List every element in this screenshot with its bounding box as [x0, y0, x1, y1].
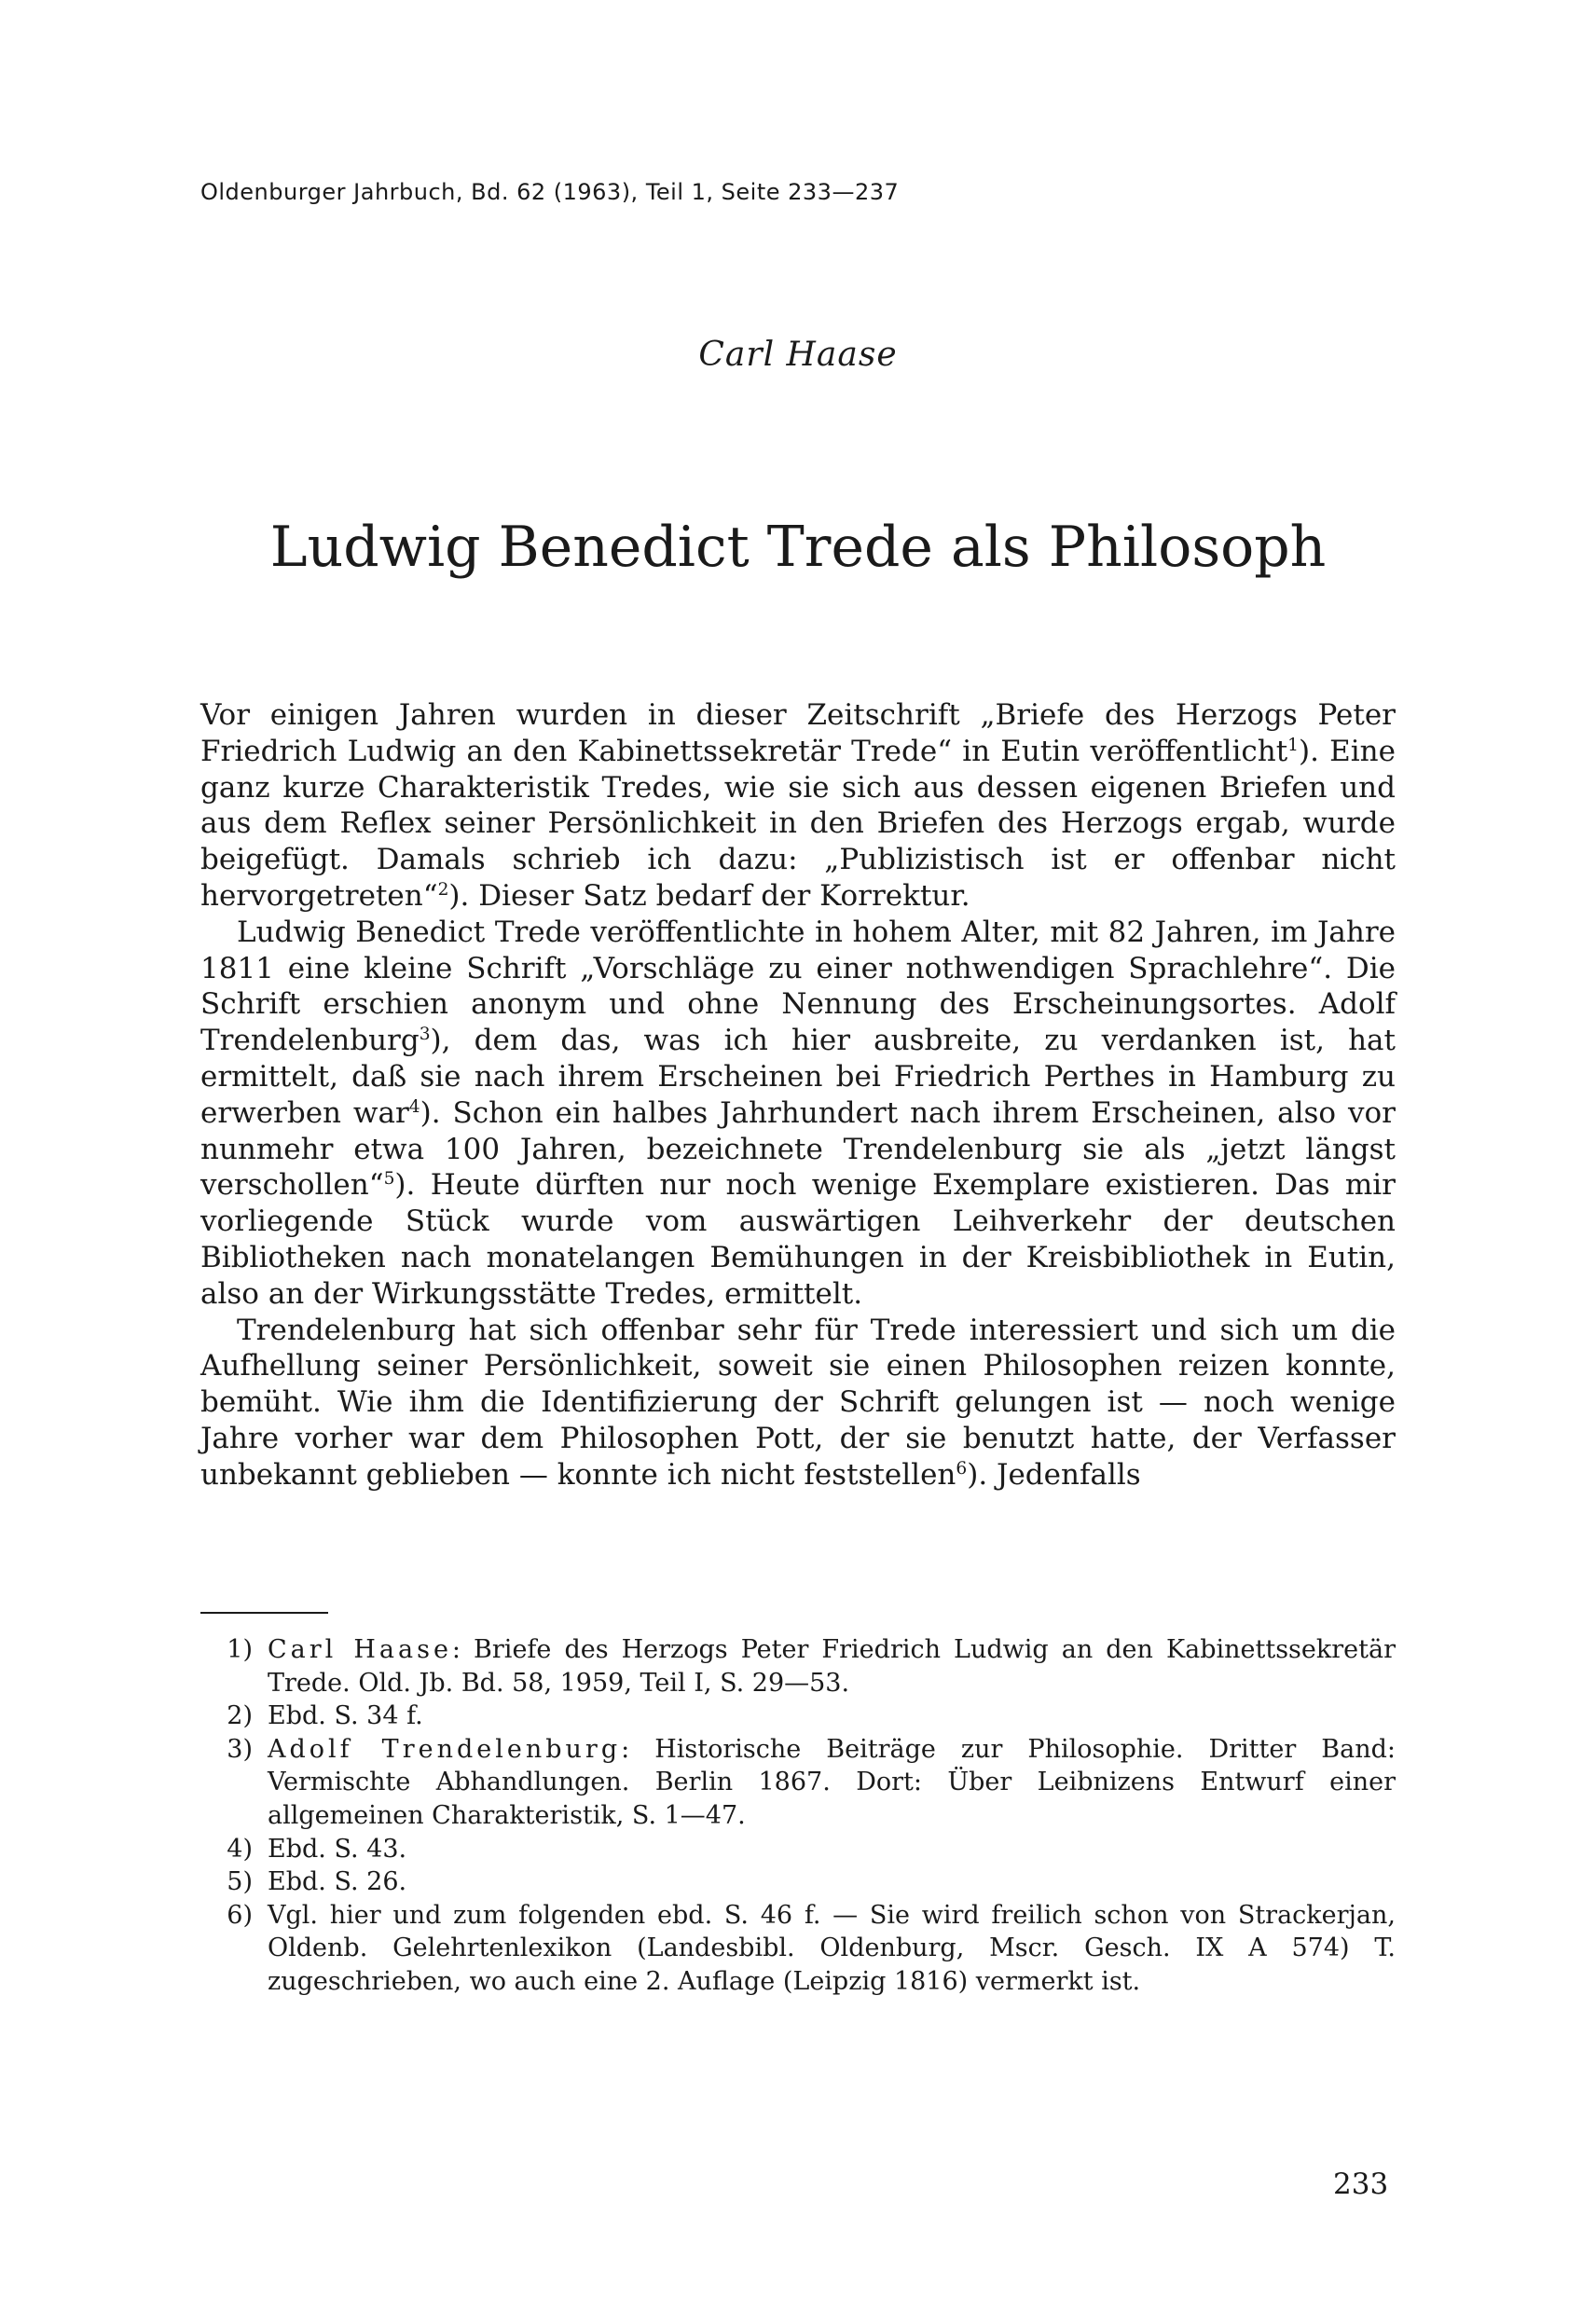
paragraph-text: ), dem das, was ich hier ausbreite, zu verdanken ist, hat ermittelt, daß sie nach ihrem Erscheinen bei Friedrich Perthes in Hamburg zu erwerben war: [200, 1024, 1396, 1130]
paragraph-3: [200, 1313, 1396, 1493]
journal-reference: Oldenburger Jahrbuch, Bd. 62 (1963), Teil 1, Seite 233—237: [200, 179, 900, 205]
footnote-ref-6: 6: [956, 1458, 968, 1479]
footnote-body: Ebd. S. 26.: [268, 1867, 407, 1897]
footnote-author: Carl Haase: [268, 1635, 452, 1664]
footnote-ref-2: 2: [437, 879, 449, 900]
footnote-body: Ebd. S. 34 f.: [268, 1701, 423, 1731]
footnote-text: [268, 1865, 1396, 1899]
footnote-text: [268, 1700, 1396, 1733]
footnote-number: 2): [227, 1701, 253, 1731]
footnote-2: [200, 1700, 1396, 1733]
footnote-3: [200, 1733, 1396, 1833]
footnote-text: [268, 1633, 1396, 1700]
footnote-text: [268, 1733, 1396, 1833]
footnote-1: [200, 1633, 1396, 1700]
footnote-ref-3: 3: [419, 1025, 431, 1045]
paragraph-2: [200, 915, 1396, 1313]
page-number: 233: [1333, 2168, 1389, 2201]
footnote-number: 6): [227, 1900, 253, 1930]
footnote-body: Ebd. S. 43.: [268, 1834, 407, 1864]
paragraph-text: ). Schon ein halbes Jahrhundert nach ihrem Erscheinen, also vor nunmehr etwa 100 Jahren, bezeichnete Trendelenburg sie als „jetzt längst verschollen“: [200, 1095, 1396, 1203]
footnote-5: [200, 1865, 1396, 1899]
article-title: Ludwig Benedict Trede als Philosoph: [269, 515, 1327, 580]
footnote-divider: [200, 1612, 328, 1614]
footnote-ref-5: 5: [383, 1169, 395, 1190]
paragraph-text: Trendelenburg hat sich offenbar sehr für Trede interessiert und sich um die Aufhellung seiner Persönlichkeit, soweit sie einen Philosophen reizen konnte, bemüht. Wie ihm die Identifizierung der Schrift gelungen ist — noch wenige Jahre vorher war dem Philosophen Pott, der sie benutzt hatte, der Verfasser unbekannt geblieben — konnte ich nicht feststellen: [200, 1313, 1396, 1492]
footnote-number: 4): [227, 1834, 253, 1864]
footnote-6: [200, 1899, 1396, 1999]
footnote-author: Adolf Trendelenburg: [268, 1734, 622, 1764]
footnote-text: [268, 1833, 1396, 1866]
footnote-body: Vgl. hier und zum folgenden ebd. S. 46 f. — Sie wird freilich schon von Strackerjan, Oldenb. Gelehrtenlexikon (Landesbibl. Oldenburg, Mscr. Gesch. IX A 574) T. zugeschrieben, wo auch eine 2. Auflage (Leipzig 1816) vermerkt ist.: [268, 1900, 1396, 1996]
footnote-text: [268, 1899, 1396, 1999]
paragraph-text: ). Jedenfalls: [967, 1457, 1141, 1492]
footnote-number: 3): [227, 1734, 253, 1764]
author-name: Carl Haase: [698, 336, 898, 374]
footnote-number: 5): [227, 1867, 253, 1897]
paragraph-text: ). Eine ganz kurze Charakteristik Tredes, wie sie sich aus dessen eigenen Briefen und aus dem Reflex seiner Persönlichkeit in den Briefen des Herzogs ergab, wurde beigefügt. Damals schrieb ich dazu: „Publizistisch ist er offenbar nicht hervorgetreten“: [200, 734, 1396, 913]
footnote-body: : Briefe des Herzogs Peter Friedrich Ludwig an den Kabinettssekretär Trede. Old. Jb. Bd. 58, 1959, Teil I, S. 29—53.: [268, 1635, 1396, 1698]
footnote-number: 1): [227, 1635, 253, 1664]
paragraph-1: [200, 697, 1396, 915]
paragraph-text: Ludwig Benedict Trede veröffentlichte in hohem Alter, mit 82 Jahren, im Jahre 1811 eine kleine Schrift „Vorschläge zu einer nothwendigen Sprachlehre“. Die Schrift erschien anonym und ohne Nennung des Erscheinungsortes. Adolf Trendelenburg: [200, 915, 1396, 1058]
footnotes: [200, 1633, 1396, 1999]
footnote-4: [200, 1833, 1396, 1866]
paragraph-text: ). Heute dürften nur noch wenige Exemplare existieren. Das mir vorliegende Stück wurde vom auswärtigen Leihverkehr der deutschen Bibliotheken nach monatelangen Bemühungen in der Kreisbibliothek in Eutin, also an der Wirkungsstätte Tredes, ermittelt.: [200, 1168, 1396, 1311]
footnote-ref-1: 1: [1287, 735, 1299, 755]
paragraph-text: ). Dieser Satz bedarf der Korrektur.: [448, 878, 970, 913]
paragraph-text: Vor einigen Jahren wurden in dieser Zeitschrift „Briefe des Herzogs Peter Friedrich Ludwig an den Kabinettssekretär Trede“ in Eutin veröffentlicht: [200, 698, 1396, 768]
article-body: [200, 697, 1396, 1493]
footnote-ref-4: 4: [408, 1096, 420, 1117]
footnote-body: : Historische Beiträge zur Philosophie. Dritter Band: Vermischte Abhandlungen. Berlin 1867. Dort: Über Leibnizens Entwurf einer allgemeinen Charakteristik, S. 1—47.: [268, 1734, 1396, 1830]
